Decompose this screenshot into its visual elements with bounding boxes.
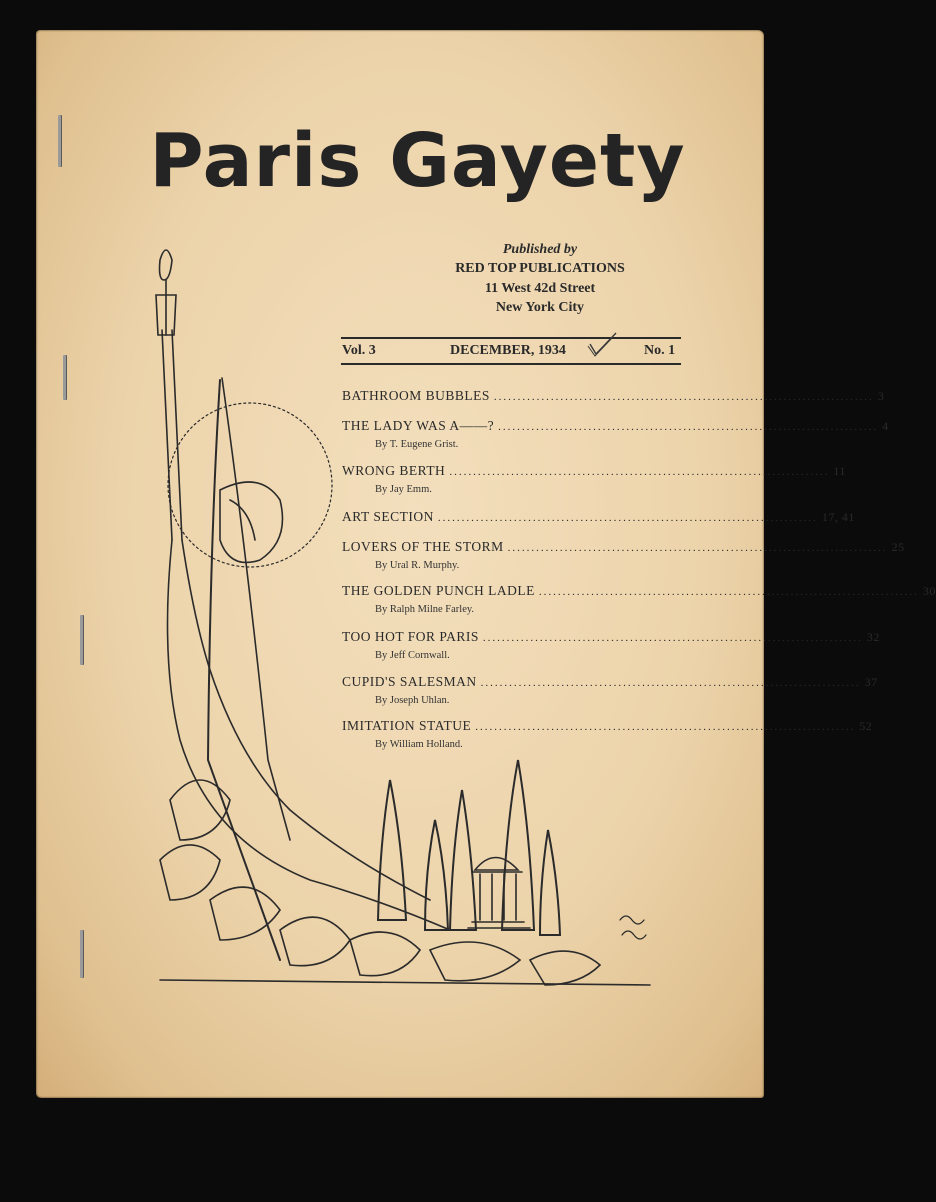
toc-entry-author: By Joseph Uhlan. <box>375 695 450 706</box>
toc-entry-title: LOVERS OF THE STORM <box>342 539 504 554</box>
toc-entry-page: 32 <box>866 630 880 644</box>
toc-entry-page: 4 <box>882 419 889 433</box>
toc-entry-title: THE GOLDEN PUNCH LADLE <box>342 583 535 598</box>
toc-entry-title: TOO HOT FOR PARIS <box>342 629 479 644</box>
publisher-name: RED TOP PUBLICATIONS <box>455 261 625 276</box>
toc-entry-title: THE LADY WAS A——? <box>342 418 495 433</box>
toc-entry-author: By T. Eugene Grist. <box>375 439 459 450</box>
publisher-city: New York City <box>495 300 585 315</box>
toc-leader-dots: ................................................................................ <box>437 512 818 524</box>
toc-entry-page: 11 <box>833 464 846 478</box>
toc-entry-author: By Ralph Milne Farley. <box>375 604 475 615</box>
magazine-title: Paris Gayety <box>149 118 686 204</box>
art-deco-figure-illustration <box>150 240 670 1000</box>
toc-entry-title: CUPID'S SALESMAN <box>342 674 477 689</box>
toc-entry-page: 52 <box>859 719 873 733</box>
toc-entry-title: IMITATION STATUE <box>342 718 472 733</box>
toc-leader-dots: ................................................................................ <box>480 677 861 689</box>
staple-icon <box>80 930 83 978</box>
issue-date: DECEMBER, 1934 <box>450 343 566 358</box>
staple-icon <box>58 115 61 167</box>
toc-leader-dots: ................................................................................ <box>475 721 856 733</box>
toc-leader-dots: ................................................................................ <box>538 586 919 598</box>
toc-entry-author: By Ural R. Murphy. <box>375 560 460 571</box>
staple-icon <box>80 615 83 665</box>
toc-entry-page: 17, 41 <box>821 510 855 524</box>
toc-entry-page: 30 <box>922 584 936 598</box>
toc-leader-dots: ................................................................................ <box>493 391 874 403</box>
toc-entry-title: ART SECTION <box>342 509 434 524</box>
issue-volume: Vol. 3 <box>342 343 376 358</box>
issue-number: No. 1 <box>644 343 676 358</box>
toc-leader-dots: ................................................................................ <box>498 421 879 433</box>
toc-entry-title: BATHROOM BUBBLES <box>342 388 490 403</box>
toc-entry-page: 37 <box>864 675 878 689</box>
staple-icon <box>63 355 66 400</box>
published-by-label: Published by <box>502 242 578 257</box>
toc-leader-dots: ................................................................................ <box>482 632 863 644</box>
toc-leader-dots: ................................................................................ <box>449 466 830 478</box>
publisher-street: 11 West 42d Street <box>484 281 596 296</box>
toc-entry-page: 3 <box>877 389 885 403</box>
toc-leader-dots: ................................................................................ <box>507 542 888 554</box>
toc-entry-author: By William Holland. <box>375 739 463 750</box>
toc-entry-page: 25 <box>891 540 905 554</box>
toc-entry-title: WRONG BERTH <box>342 463 446 478</box>
toc-entry-author: By Jay Emm. <box>375 484 432 495</box>
toc-entry-author: By Jeff Cornwall. <box>375 650 450 661</box>
